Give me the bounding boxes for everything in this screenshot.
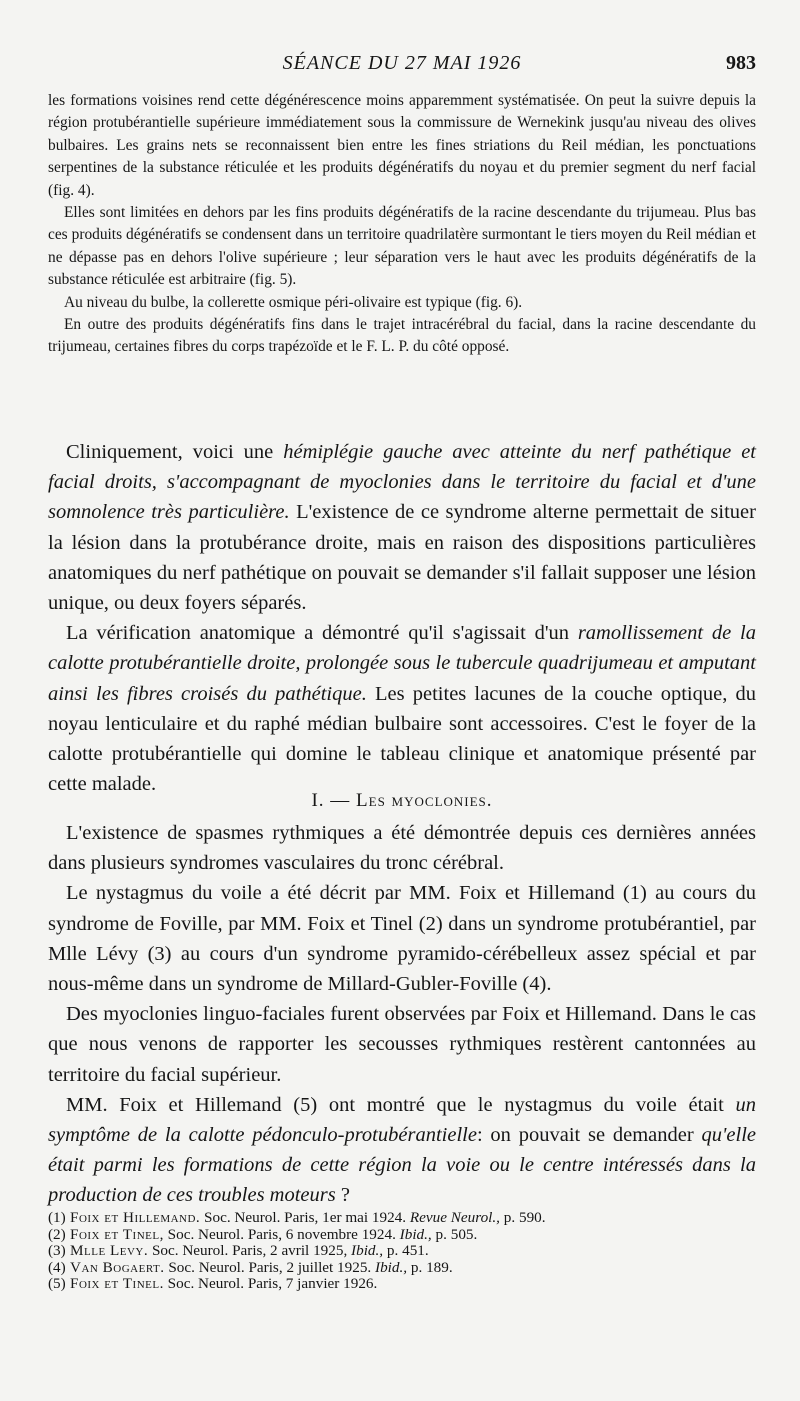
footnote-author: Foix et Tinel. <box>70 1275 164 1293</box>
footnote <box>48 1276 756 1293</box>
footnote <box>48 1210 756 1227</box>
footnote-page: p. 451. <box>383 1242 429 1260</box>
footnote-author: Foix et Hillemand. <box>70 1209 201 1226</box>
footnote-number: (4) <box>48 1258 66 1276</box>
footnote-text: Soc. Neurol. Paris, 2 avril 1925, <box>148 1242 352 1260</box>
body-paragraph: Des myoclonies linguo-faciales furent observées par Foix et Hillemand. Dans le cas que nous venons de rapporter les secousses rythmiques restèrent cantonnées au territoire du facial supérieur. <box>48 1003 756 1086</box>
footnote <box>48 1243 756 1260</box>
italic-run: ramollissement de la calotte protubérantielle droite, prolongée sous le tubercule quadrijumeau et amputant ainsi les fibres croisés du pathétique. <box>48 622 756 705</box>
footnote-text: Soc. Neurol. Paris, 1er mai 1924. <box>200 1209 410 1226</box>
page-number: 983 <box>726 52 756 74</box>
footnote-journal: Revue Neurol., <box>409 1209 500 1226</box>
italic-run: un symptôme de la calotte pédonculo-protubérantielle <box>48 1093 756 1147</box>
text-run: MM. Foix et Hillemand (5) ont montré que le nystagmus du voile était <box>66 1093 736 1116</box>
footnote-author: Mlle Levy. <box>70 1242 149 1260</box>
footnote-text: Soc. Neurol. Paris, 2 juillet 1925. <box>164 1258 376 1276</box>
body-paragraph <box>48 1090 756 1211</box>
clinical-summary <box>48 437 756 799</box>
body-paragraph: Le nystagmus du voile a été décrit par MM. Foix et Hillemand (1) au cours du syndrome de Foville, par MM. Foix et Tinel (2) dans un syndrome protubérantiel, par Mlle Lévy (3) au cours d'un syndrome pyramido-cérébelleux assez spécial et par nous-même dans un syndrome de Millard-Gubler-Foville (4). <box>48 882 756 996</box>
footnote-journal: Ibid., <box>399 1225 432 1243</box>
text-run: ? <box>335 1184 350 1207</box>
footnote-journal: Ibid., <box>351 1242 384 1260</box>
text-run: Les petites lacunes de la couche optique, du noyau lenticulaire et du raphé médian bulbaire sont accessoires. C'est le foyer de la calotte protubérantielle qui domine le tableau clinique et anatomique présenté par cette malade. <box>48 682 756 796</box>
footnote-number: (3) <box>48 1242 66 1260</box>
text-run: L'existence de ce syndrome alterne permettait de situer la lésion dans la protubérance droite, mais en raison des dispositions particulières anatomiques du nerf pathétique on pouvait se demander s'il fallait supposer une lésion unique, ou deux foyers séparés. <box>48 501 756 615</box>
footnote-journal: Ibid., <box>375 1258 408 1276</box>
footnote-text: Soc. Neurol. Paris, 7 janvier 1926. <box>163 1275 378 1293</box>
text-run: : on pouvait se demander <box>476 1124 702 1147</box>
text-run: Cliniquement, voici une <box>66 441 284 463</box>
footnotes <box>48 1210 756 1293</box>
footnote-author: Foix et Tinel, <box>70 1225 164 1243</box>
body-paragraph: L'existence de spasmes rythmiques a été démontrée depuis ces dernières années dans plusieurs syndromes vasculaires du tronc cérébral. <box>48 822 756 875</box>
verification-paragraph <box>48 618 756 799</box>
text-run: La vérification anatomique a démontré qu'il s'agissait d'un <box>66 622 578 645</box>
footnote <box>48 1260 756 1277</box>
clinical-paragraph <box>48 437 756 618</box>
italic-run: hémiplégie gauche avec atteinte du nerf pathétique et facial droits, s'accompagnant de myoclonies dans le territoire du facial et d'une somnolence très particulière. <box>48 441 756 524</box>
page-header <box>48 52 756 80</box>
footnote-page: p. 505. <box>431 1225 478 1243</box>
section-heading: I. — Les myoclonies. <box>311 790 493 811</box>
myoclonies-section <box>48 818 756 1211</box>
small-paragraph: Elles sont limitées en dehors par les fins produits dégénératifs de la racine descendante du trijumeau. Plus bas ces produits dégénératifs se condensent dans un territoire quadrilatère surmontant le tiers moyen du Reil médian et ne dépasse pas en dehors l'olive supérieure ; leur séparation vers le haut avec les produits dégénératifs de la substance réticulée est arbitraire (fig. 5). <box>48 204 756 289</box>
footnote-number: (5) <box>48 1275 66 1293</box>
small-paragraph: les formations voisines rend cette dégénérescence moins apparemment systématisée. On peut la suivre depuis la région protubérantielle supérieure immédiatement sous la commissure de Wernekink jusqu'au niveau des olives bulbaires. Les grains nets se reconnaissent bien entre les fines striations du Reil médian, les ponctuations serpentines de la substance réticulée et les produits dégénératifs du noyau et du premier segment du nerf facial (fig. 4). <box>48 92 756 199</box>
running-head: SÉANCE DU 27 MAI 1926 <box>282 52 522 74</box>
small-print-section <box>48 90 756 359</box>
footnote-author: Van Bogaert. <box>70 1258 165 1276</box>
footnote-page: p. 590. <box>499 1209 546 1226</box>
small-paragraph: En outre des produits dégénératifs fins dans le trajet intracérébral du facial, dans la racine descendante du trijumeau, certaines fibres du corps trapézoïde et le F. L. P. du côté opposé. <box>48 316 756 356</box>
italic-run: qu'elle était parmi les formations de cette région la voie ou le centre intéressés dans la production de ces troubles moteurs <box>48 1124 756 1207</box>
footnote-page: p. 189. <box>407 1258 453 1276</box>
small-paragraph: Au niveau du bulbe, la collerette osmique péri-olivaire est typique (fig. 6). <box>64 293 523 311</box>
footnote-number: (2) <box>48 1225 66 1243</box>
footnote-number: (1) <box>48 1209 66 1226</box>
section-heading-wrap <box>48 790 756 820</box>
footnote-text: Soc. Neurol. Paris, 6 novembre 1924. <box>163 1225 400 1243</box>
footnote <box>48 1227 756 1244</box>
